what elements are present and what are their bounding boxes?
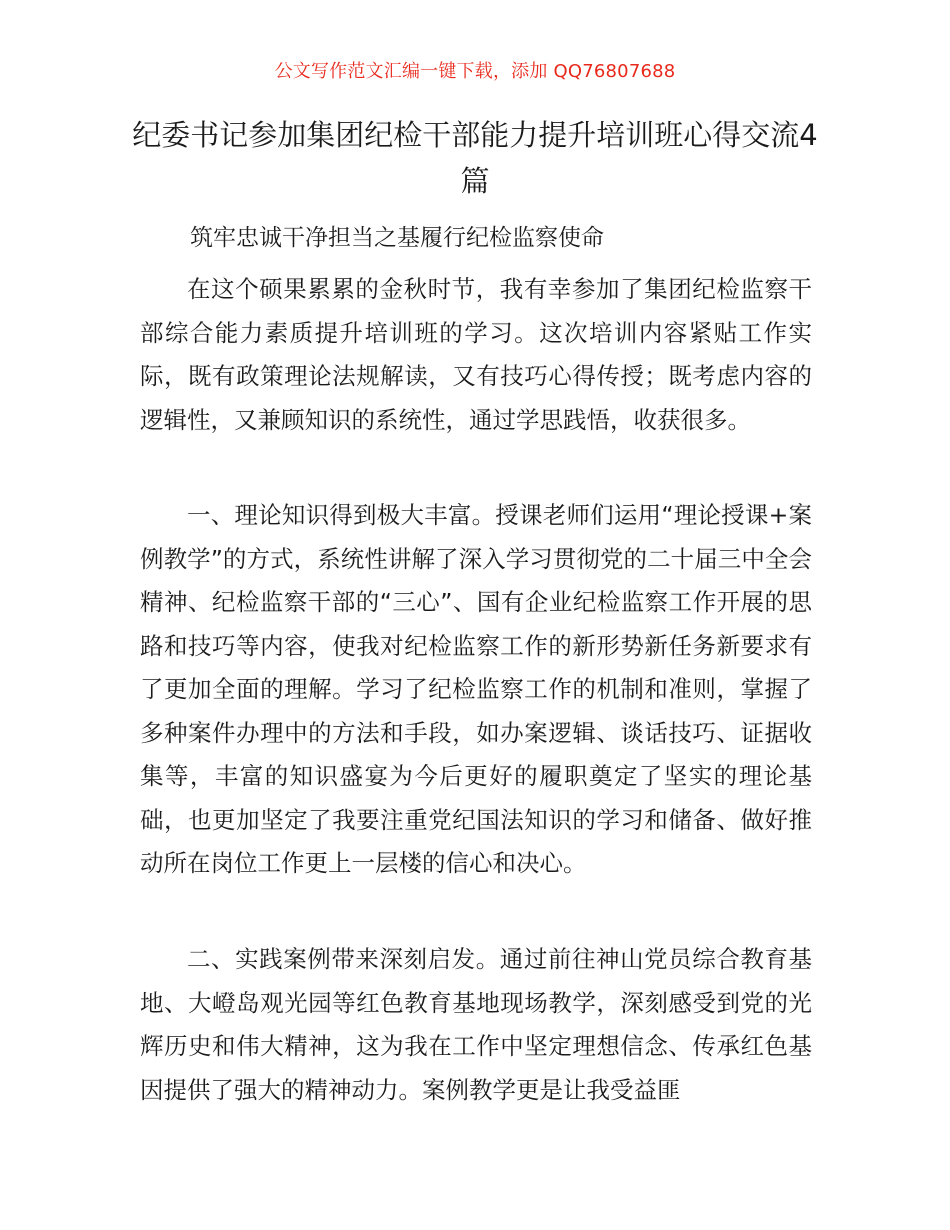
paragraph-practice	[140, 938, 812, 1112]
paragraph-intro	[140, 268, 812, 442]
document-title: 纪委书记参加集团纪检干部能力提升培训班心得交流4篇	[132, 118, 818, 198]
download-ad-banner: 公文写作范文汇编一键下载，添加 QQ76807688	[274, 61, 676, 82]
document-subtitle: 筑牢忠诚干净担当之基履行纪检监察使命	[190, 225, 604, 251]
paragraph-theory	[140, 494, 812, 886]
paragraph-text: 一、理论知识得到极大丰富。授课老师们运用“理论授课+案例教学”的方式，系统性讲解了深入学习贯彻党的二十届三中全会精神、纪检监察干部的“三心”、国有企业纪检监察工作开展的思路和技巧等内容，使我对纪检监察工作的新形势新任务新要求有了更加全面的理解。学习了纪检监察工作的机制和准则，掌握了多种案件办理中的方法和手段，如办案逻辑、谈话技巧、证据收集等，丰富的知识盛宴为今后更好的履职奠定了坚实的理论基础，也更加坚定了我要注重党纪国法知识的学习和储备、做好推动所在岗位工作更上一层楼的信心和决心。	[140, 501, 812, 877]
paragraph-text: 二、实践案例带来深刻启发。通过前往神山党员综合教育基地、大嶝岛观光园等红色教育基地现场教学，深刻感受到党的光辉历史和伟大精神，这为我在工作中坚定理想信念、传承红色基因提供了强大的精神动力。案例教学更是让我受益匪	[140, 945, 812, 1104]
paragraph-text: 在这个硕果累累的金秋时节，我有幸参加了集团纪检监察干部综合能力素质提升培训班的学习。这次培训内容紧贴工作实际，既有政策理论法规解读，又有技巧心得传授；既考虑内容的逻辑性，又兼顾知识的系统性，通过学思践悟，收获很多。	[140, 275, 812, 434]
